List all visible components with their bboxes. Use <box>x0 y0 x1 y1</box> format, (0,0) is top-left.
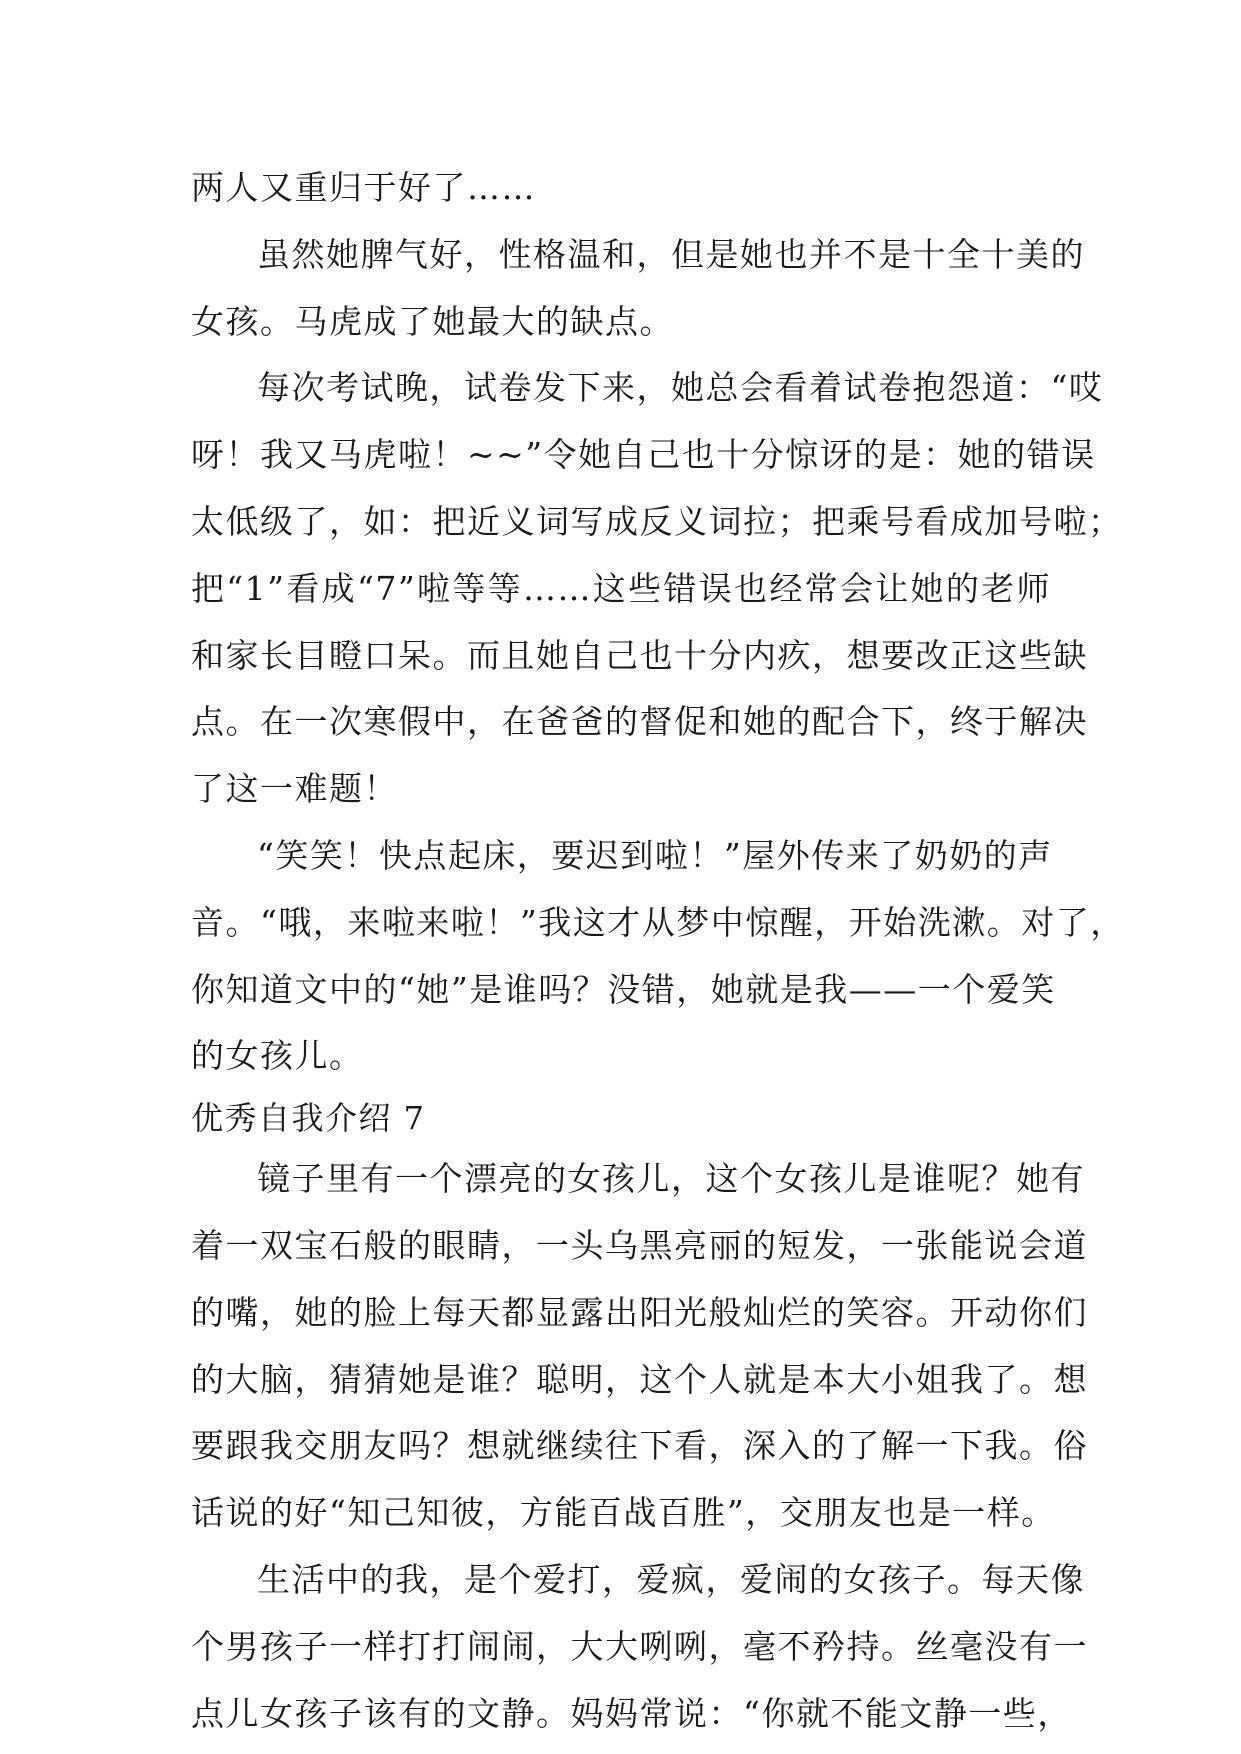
text-line: 每次考试晚，试卷发下来，她总会看着试卷抱怨道：“哎 <box>257 368 1104 408</box>
text-line: 把“1”看成“7”啦等等……这些错误也经常会让她的老师 <box>191 568 1051 608</box>
paragraph-block-2 <box>191 1146 1088 1747</box>
text-line: 个男孩子一样打打闹闹，大大咧咧，毫不矜持。丝毫没有一 <box>191 1626 1088 1666</box>
text-line: 点儿女孩子该有的文静。妈妈常说：“你就不能文静一些， <box>191 1693 1072 1733</box>
section-heading: 优秀自我介绍 7 <box>191 1099 426 1138</box>
text-line: 了这一难题！ <box>191 769 398 809</box>
text-line: 话说的好“知己知彼，方能百战百胜”，交朋友也是一样。 <box>191 1493 1056 1533</box>
text-line: 太低级了，如：把近义词写成反义词拉；把乘号看成加号啦； <box>191 501 1123 541</box>
text-line: 的嘴，她的脸上每天都显露出阳光般灿烂的笑容。开动你们 <box>191 1292 1088 1332</box>
text-line: “笑笑！快点起床，要迟到啦！”屋外传来了奶奶的声 <box>257 835 1053 875</box>
text-line: 音。“哦，来啦来啦！”我这才从梦中惊醒，开始洗漱。对了， <box>191 902 1125 942</box>
text-line: 呀！我又马虎啦！~~”令她自己也十分惊讶的是：她的错误 <box>191 435 1096 475</box>
text-line: 生活中的我，是个爱打，爱疯，爱闹的女孩子。每天像 <box>257 1559 1085 1599</box>
text-line: 两人又重归于好了…… <box>191 168 536 207</box>
text-line: 和家长目瞪口呆。而且她自己也十分内疚，想要改正这些缺 <box>191 635 1088 675</box>
text-line: 的大脑，猜猜她是谁？聪明，这个人就是本大小姐我了。想 <box>191 1359 1088 1399</box>
paragraph-block-1 <box>191 155 1125 1090</box>
text-line: 你知道文中的“她”是谁吗？没错，她就是我——一个爱笑 <box>191 969 1056 1009</box>
text-line: 女孩。马虎成了她最大的缺点。 <box>191 301 674 341</box>
text-line: 点。在一次寒假中，在爸爸的督促和她的配合下，终于解决 <box>191 702 1088 742</box>
text-line: 着一双宝石般的眼睛，一头乌黑亮丽的短发，一张能说会道 <box>191 1225 1088 1265</box>
text-line: 虽然她脾气好，性格温和，但是她也并不是十全十美的 <box>257 234 1085 274</box>
document-page <box>191 155 1125 1747</box>
text-line: 镜子里有一个漂亮的女孩儿，这个女孩儿是谁呢？她有 <box>257 1159 1085 1199</box>
text-line: 要跟我交朋友吗？想就继续往下看，深入的了解一下我。俗 <box>191 1426 1088 1466</box>
text-line: 的女孩儿。 <box>191 1036 364 1076</box>
